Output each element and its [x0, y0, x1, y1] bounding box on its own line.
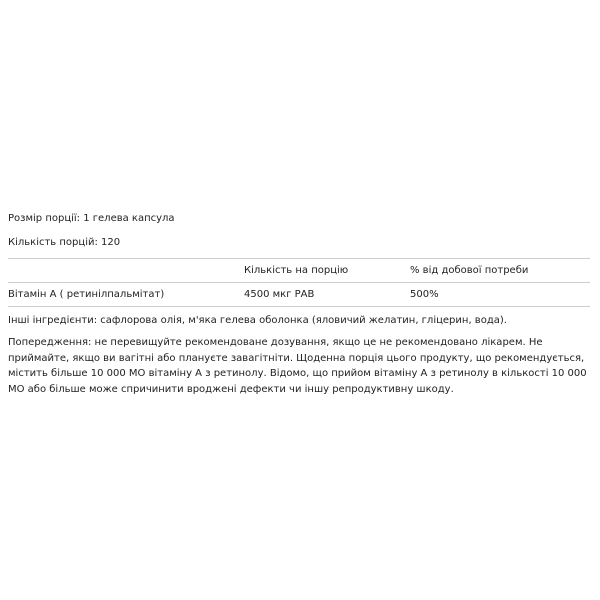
servings-per-container: Кількість порцій: 120 [8, 237, 121, 248]
nutrient-amount: 4500 мкг РАВ [244, 283, 410, 307]
nutrient-daily-value: 500% [410, 283, 590, 307]
table-row [8, 283, 590, 307]
other-ingredients: Інші інгредієнти: сафлорова олія, м'яка гелева оболонка (яловичий желатин, гліцерин, вода). [8, 315, 507, 326]
serving-size: Розмір порції: 1 гелева капсула [8, 213, 175, 224]
header-daily-value: % від добової потреби [410, 259, 590, 283]
facts-table [8, 258, 590, 307]
supplement-facts [8, 212, 592, 397]
nutrient-name: Вітамін A ( ретинілпальмітат) [8, 283, 244, 307]
warnings-text: Попередження: не перевищуйте рекомендоване дозування, якщо це не рекомендовано лікарем. Не приймайте, якщо ви вагітні або плануєте завагітніти. Щоденна порція цього продукту, що рекомендується, містить більше 10 000 МО вітаміну А з ретинолу. Відомо, що прийом вітаміну А з ретинолу в кількості 10 000 МО або більше може спричинити вроджені дефекти чи іншу репродуктивну шкоду. [8, 337, 587, 395]
header-name [8, 259, 244, 283]
table-header-row [8, 259, 590, 283]
header-amount-per-serving: Кількість на порцію [244, 259, 410, 283]
